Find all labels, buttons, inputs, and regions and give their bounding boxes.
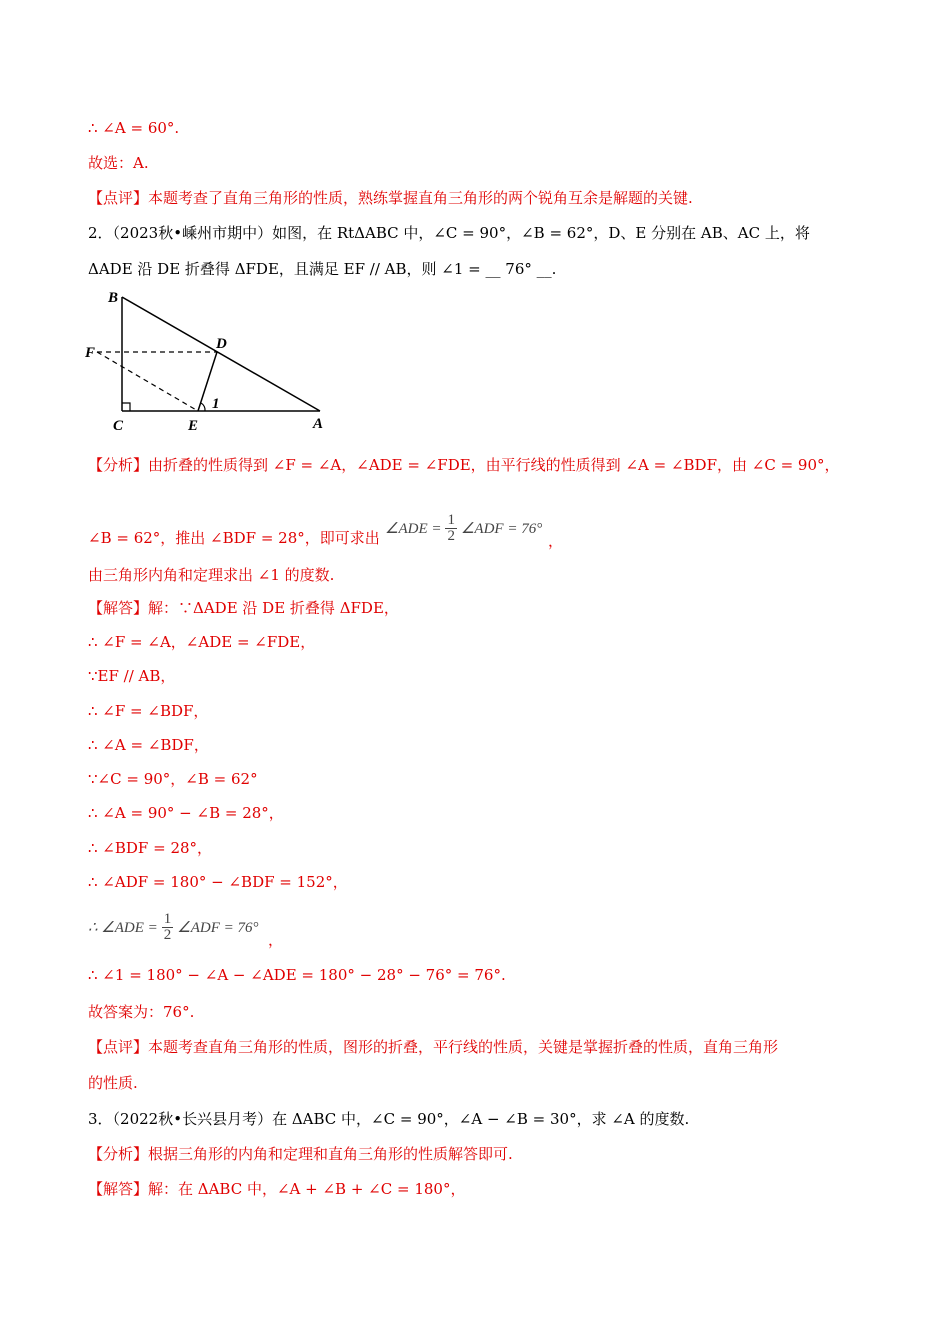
label-e: E [188,418,199,434]
solution-line-10-comma: ， [268,931,284,949]
label-a: A [313,416,324,432]
analysis-line-1: 【分析】由折叠的性质得到 ∠F = ∠A，∠ADE = ∠FDE，由平行线的性质得到 ∠A = ∠BDF，由 ∠C = 90°， [88,456,840,474]
problem-2-line-1: 2．（2023秋•嵊州市期中）如图，在 RtΔABC 中，∠C = 90°，∠B = 62°，D、E 分别在 AB、AC 上，将 [88,224,810,242]
analysis-line-3: 由三角形内角和定理求出 ∠1 的度数. [88,566,335,584]
solution-fraction-expr [88,912,259,943]
right-angle-mark [122,403,130,411]
label-angle-1: 1 [212,396,220,412]
analysis-fraction [445,513,457,544]
label-f: F [85,345,96,361]
solution-line-3: ∵EF // AB， [88,667,176,685]
analysis-line-2-comma: ， [548,532,564,550]
label-c: C [113,418,124,434]
analysis-fraction-expr [385,513,542,544]
solution-line-7: ∴ ∠A = 90° − ∠B = 28°， [88,804,284,822]
line-choice: 故选：A. [88,154,149,172]
label-d: D [216,336,227,352]
fraction-numerator: 1 [163,911,172,927]
solution-line-5: ∴ ∠A = ∠BDF， [88,736,209,754]
solution-fraction [162,912,174,943]
label-b: B [108,290,119,306]
problem-3-solution: 【解答】解：在 ΔABC 中，∠A + ∠B + ∠C = 180°， [88,1180,466,1198]
answer-line: 故答案为：76°. [88,1003,195,1021]
solution-line-6: ∵∠C = 90°，∠B = 62° [88,770,258,788]
comment-2-line-1: 【点评】本题考查直角三角形的性质，图形的折叠，平行线的性质，关键是掌握折叠的性质，直角三角形 [88,1038,779,1056]
problem-2-line-2: ΔADE 沿 DE 折叠得 ΔFDE，且满足 EF // AB，则 ∠1 = __ 76° __. [88,260,557,278]
segment-ba [122,297,320,411]
solution-line-8: ∴ ∠BDF = 28°， [88,839,213,857]
problem-3-line: 3．（2022秋•长兴县月考）在 ΔABC 中，∠C = 90°，∠A − ∠B = 30°，求 ∠A 的度数. [88,1110,690,1128]
problem-3-analysis: 【分析】根据三角形的内角和定理和直角三角形的性质解答即可. [88,1145,513,1163]
analysis-line-2a: ∠B = 62°，推出 ∠BDF = 28°，即可求出 [88,529,380,547]
solution-expr-lhs: ∴ ∠ADE = [88,920,158,936]
line-comment-1: 【点评】本题考查了直角三角形的性质，熟练掌握直角三角形的两个锐角互余是解题的关键. [88,189,693,207]
solution-line-9: ∴ ∠ADF = 180° − ∠BDF = 152°， [88,873,348,891]
fraction-denominator: 2 [163,927,172,943]
solution-expr-rhs: ∠ADF = 76° [177,920,259,936]
fraction-numerator: 1 [447,512,455,528]
solution-line-11: ∴ ∠1 = 180° − ∠A − ∠ADE = 180° − 28° − 76° = 76°. [88,966,506,984]
solution-line-1: 【解答】解：∵ΔADE 沿 DE 折叠得 ΔFDE， [88,599,399,617]
comment-2-line-2: 的性质. [88,1074,138,1092]
fraction-denominator: 2 [447,528,455,544]
segment-fe [97,352,198,411]
triangle-figure [80,285,340,435]
line-conclusion-a60: ∴ ∠A = 60°. [88,119,180,137]
analysis-expr-lhs: ∠ADE = [385,521,442,537]
analysis-expr-rhs: ∠ADF = 76° [460,521,543,537]
angle-1-arc [201,403,205,411]
solution-line-4: ∴ ∠F = ∠BDF， [88,702,209,720]
solution-line-2: ∴ ∠F = ∠A，∠ADE = ∠FDE， [88,633,316,651]
